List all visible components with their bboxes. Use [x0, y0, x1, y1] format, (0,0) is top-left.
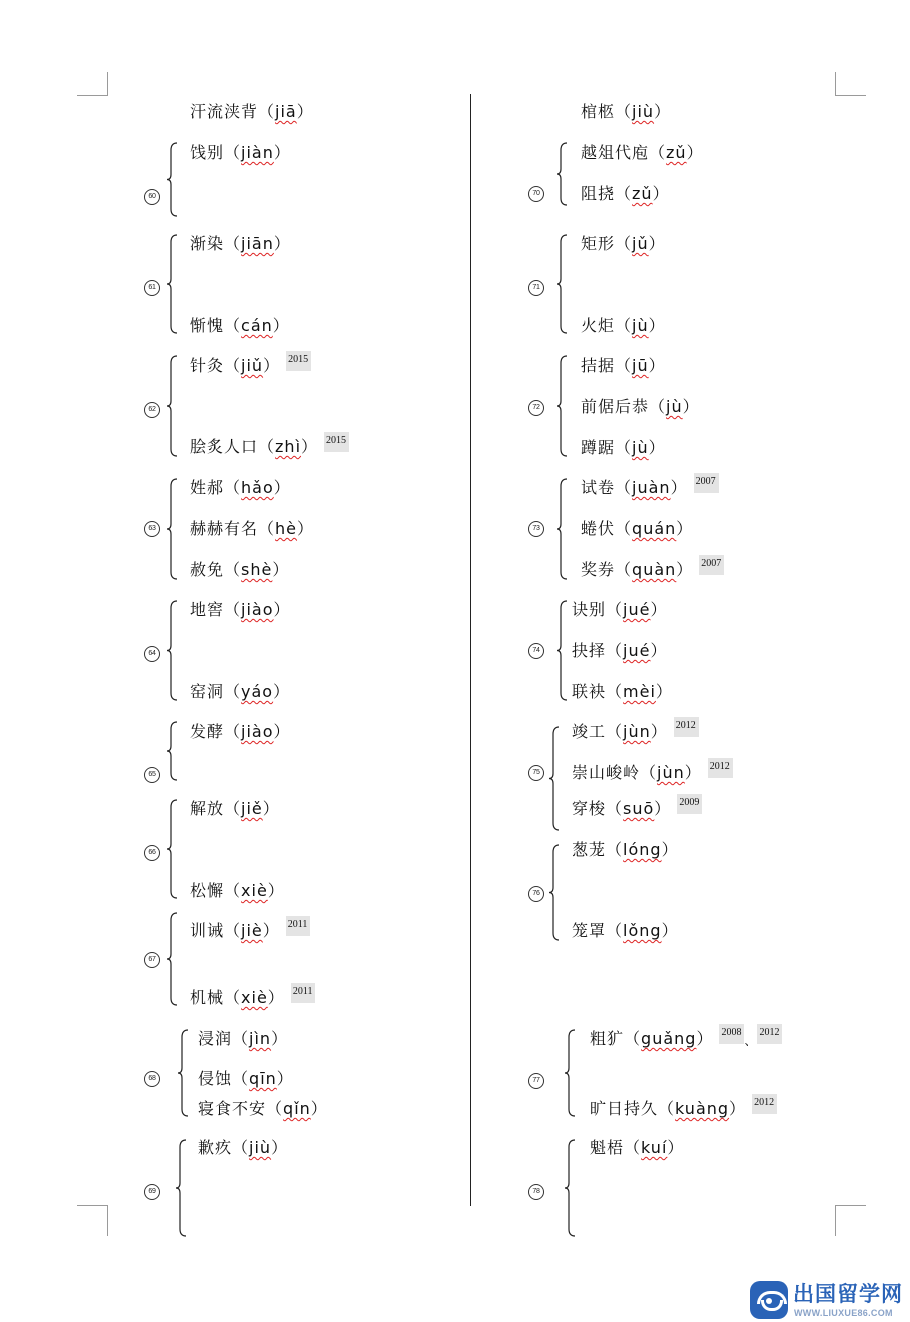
vocab-entry: 矩形（jǔ）: [581, 234, 666, 253]
entry-pinyin: cán: [241, 316, 273, 335]
vocab-entry: 寝食不安（qǐn）: [198, 1099, 328, 1118]
year-badge: 2011: [286, 916, 311, 936]
group-brace: [564, 1029, 578, 1117]
vocab-entry: 姓郝（hǎo）: [190, 478, 291, 497]
group-brace: [556, 142, 570, 206]
vocab-entry: 脍炙人口（zhì） 2015: [190, 436, 349, 458]
vocab-entry: 棺柩（jiù）: [581, 102, 672, 121]
entry-word: 赦免: [190, 560, 225, 579]
vocab-entry: 赫赫有名（hè）: [190, 519, 315, 538]
group-number-badge: 74: [528, 643, 544, 659]
vocab-entry: 赦免（shè）: [190, 560, 290, 579]
group-number-badge: 71: [528, 280, 544, 296]
group-brace: [166, 721, 180, 781]
vocab-entry: 魁梧（kuí）: [590, 1138, 685, 1157]
crop-mark-top-left: [77, 72, 108, 96]
vocab-entry: 饯别（jiàn）: [190, 143, 291, 162]
entry-pinyin: lóng: [623, 840, 662, 859]
entry-pinyin: jùn: [623, 722, 651, 741]
group-brace: [166, 799, 180, 899]
vocab-entry: 歉疚（jiù）: [198, 1138, 289, 1157]
entry-pinyin: jiù: [632, 102, 655, 121]
entry-pinyin: jùn: [657, 763, 685, 782]
crop-mark-bottom-left: [77, 1205, 108, 1236]
entry-pinyin: jù: [666, 397, 683, 416]
group-number-badge: 62: [144, 402, 160, 418]
vocab-entry: 阻挠（zǔ）: [581, 184, 670, 203]
group-brace: [166, 912, 180, 1006]
entry-word: 前倨后恭: [581, 397, 650, 416]
group-brace: [556, 478, 570, 580]
crop-mark-top-right: [835, 72, 866, 96]
entry-pinyin: jiā: [275, 102, 297, 121]
entry-word: 歉疚: [198, 1138, 233, 1157]
entry-word: 寝食不安: [198, 1099, 267, 1118]
year-badge: 2012: [674, 717, 699, 737]
watermark-name: 出国留学网: [793, 1282, 903, 1306]
entry-word: 抉择: [572, 641, 607, 660]
entry-pinyin: xiè: [241, 881, 268, 900]
group-number-badge: 64: [144, 646, 160, 662]
vocab-entry: 浸润（jìn）: [198, 1029, 289, 1048]
entry-word: 惭愧: [190, 316, 225, 335]
vocab-entry: 汗流浃背（jiā）: [190, 102, 314, 121]
year-badge: 2012: [752, 1094, 777, 1114]
entry-pinyin: xiè: [241, 988, 268, 1007]
group-number-badge: 72: [528, 400, 544, 416]
entry-word: 试卷: [581, 478, 616, 497]
group-brace: [166, 355, 180, 457]
entry-pinyin: jiàn: [241, 143, 274, 162]
entry-word: 粗犷: [590, 1029, 625, 1048]
entry-word: 拮据: [581, 356, 616, 375]
entry-pinyin: jiān: [241, 234, 274, 253]
entry-pinyin: zǔ: [632, 184, 653, 203]
group-number-badge: 68: [144, 1071, 160, 1087]
vocab-entry: 发酵（jiào）: [190, 722, 291, 741]
group-brace: [166, 478, 180, 580]
entry-word: 赫赫有名: [190, 519, 259, 538]
entry-word: 越俎代庖: [581, 143, 650, 162]
vocab-entry: 前倨后恭（jù）: [581, 397, 700, 416]
entry-word: 解放: [190, 799, 225, 818]
entry-word: 竣工: [572, 722, 607, 741]
entry-pinyin: mèi: [623, 682, 656, 701]
entry-pinyin: jǔ: [632, 234, 649, 253]
entry-pinyin: jiào: [241, 722, 274, 741]
group-brace: [175, 1139, 189, 1237]
year-badge: 2007: [699, 555, 724, 575]
vocab-entry: 旷日持久（kuàng） 2012: [590, 1098, 777, 1120]
entry-word: 葱茏: [572, 840, 607, 859]
entry-word: 联袂: [572, 682, 607, 701]
column-divider: [470, 94, 471, 1206]
year-badge: 2012: [757, 1024, 782, 1044]
vocab-entry: 崇山峻岭（jùn） 2012: [572, 762, 733, 784]
vocab-entry: 蹲踞（jù）: [581, 438, 666, 457]
entry-word: 旷日持久: [590, 1099, 659, 1118]
entry-word: 棺柩: [581, 102, 616, 121]
group-number-badge: 73: [528, 521, 544, 537]
entry-pinyin: qǐn: [283, 1099, 311, 1118]
vocab-entry: 机械（xiè） 2011: [190, 987, 315, 1009]
entry-pinyin: lǒng: [623, 921, 662, 940]
vocab-entry: 蜷伏（quán）: [581, 519, 694, 538]
vocab-entry: 试卷（juàn） 2007: [581, 477, 719, 499]
year-separator: 、: [744, 1034, 758, 1048]
vocab-entry: 竣工（jùn） 2012: [572, 721, 699, 743]
entry-word: 穿梭: [572, 799, 607, 818]
vocab-entry: 拮据（jū）: [581, 356, 666, 375]
entry-word: 蜷伏: [581, 519, 616, 538]
entry-pinyin: jù: [632, 316, 649, 335]
year-badge: 2015: [286, 351, 311, 371]
vocab-entry: 渐染（jiān）: [190, 234, 291, 253]
entry-pinyin: kuí: [641, 1138, 668, 1157]
vocab-entry: 诀别（jué）: [572, 600, 668, 619]
vocab-entry: 抉择（jué）: [572, 641, 668, 660]
entry-pinyin: jiào: [241, 600, 274, 619]
group-number-badge: 67: [144, 952, 160, 968]
entry-word: 阻挠: [581, 184, 616, 203]
crop-mark-bottom-right: [835, 1205, 866, 1236]
vocab-entry: 解放（jiě）: [190, 799, 280, 818]
entry-word: 渐染: [190, 234, 225, 253]
entry-pinyin: jiè: [241, 921, 263, 940]
vocab-entry: 地窖（jiào）: [190, 600, 291, 619]
entry-word: 崇山峻岭: [572, 763, 641, 782]
group-brace: [556, 234, 570, 334]
entry-word: 松懈: [190, 881, 225, 900]
vocab-entry: 越俎代庖（zǔ）: [581, 143, 704, 162]
entry-word: 机械: [190, 988, 225, 1007]
vocab-entry: 粗犷（guǎng） 2008、2012: [590, 1028, 782, 1050]
group-brace: [166, 600, 180, 701]
year-badge: 2007: [694, 473, 719, 493]
group-brace: [177, 1029, 191, 1117]
group-number-badge: 63: [144, 521, 160, 537]
year-badge: 2011: [291, 983, 316, 1003]
year-badge: 2012: [708, 758, 733, 778]
entry-pinyin: kuàng: [675, 1099, 730, 1118]
vocab-entry: 窑洞（yáo）: [190, 682, 291, 701]
entry-word: 针灸: [190, 356, 225, 375]
entry-pinyin: jū: [632, 356, 649, 375]
entry-pinyin: juàn: [632, 478, 671, 497]
group-brace: [556, 600, 570, 701]
entry-word: 地窖: [190, 600, 225, 619]
group-number-badge: 78: [528, 1184, 544, 1200]
group-number-badge: 69: [144, 1184, 160, 1200]
entry-word: 奖券: [581, 560, 616, 579]
entry-pinyin: jué: [623, 600, 651, 619]
entry-pinyin: jiě: [241, 799, 263, 818]
entry-word: 训诫: [190, 921, 225, 940]
entry-word: 姓郝: [190, 478, 225, 497]
entry-pinyin: guǎng: [641, 1029, 697, 1048]
entry-pinyin: jiù: [249, 1138, 272, 1157]
watermark-url: WWW.LIUXUE86.COM: [794, 1308, 893, 1318]
entry-pinyin: zhì: [275, 437, 302, 456]
vocab-entry: 奖券（quàn） 2007: [581, 559, 724, 581]
year-badge: 2015: [324, 432, 349, 452]
entry-word: 魁梧: [590, 1138, 625, 1157]
group-brace: [166, 234, 180, 334]
globe-logo-icon: [750, 1281, 788, 1319]
vocab-entry: 松懈（xiè）: [190, 881, 285, 900]
entry-pinyin: quán: [632, 519, 677, 538]
entry-word: 发酵: [190, 722, 225, 741]
vocab-entry: 葱茏（lóng）: [572, 840, 679, 859]
entry-word: 窑洞: [190, 682, 225, 701]
group-number-badge: 60: [144, 189, 160, 205]
entry-word: 饯别: [190, 143, 225, 162]
watermark-logo: [750, 1280, 910, 1322]
vocab-entry: 火炬（jù）: [581, 316, 666, 335]
group-brace: [548, 844, 562, 941]
entry-pinyin: yáo: [241, 682, 274, 701]
entry-word: 脍炙人口: [190, 437, 259, 456]
entry-pinyin: jìn: [249, 1029, 272, 1048]
year-badge: 2008: [719, 1024, 744, 1044]
vocab-entry: 侵蚀（qīn）: [198, 1069, 294, 1088]
entry-word: 矩形: [581, 234, 616, 253]
group-number-badge: 75: [528, 765, 544, 781]
year-badge: 2009: [677, 794, 702, 814]
vocab-entry: 针灸（jiǔ） 2015: [190, 355, 311, 377]
entry-pinyin: hǎo: [241, 478, 274, 497]
vocab-entry: 穿梭（suō） 2009: [572, 798, 702, 820]
entry-pinyin: hè: [275, 519, 298, 538]
entry-word: 汗流浃背: [190, 102, 259, 121]
group-brace: [548, 726, 562, 831]
group-number-badge: 76: [528, 886, 544, 902]
group-brace: [564, 1139, 578, 1237]
group-number-badge: 70: [528, 186, 544, 202]
entry-pinyin: qīn: [249, 1069, 277, 1088]
entry-word: 诀别: [572, 600, 607, 619]
group-number-badge: 77: [528, 1073, 544, 1089]
group-number-badge: 65: [144, 767, 160, 783]
group-brace: [556, 355, 570, 457]
entry-word: 蹲踞: [581, 438, 616, 457]
entry-pinyin: jù: [632, 438, 649, 457]
entry-word: 侵蚀: [198, 1069, 233, 1088]
vocab-entry: 笼罩（lǒng）: [572, 921, 679, 940]
vocab-entry: 训诫（jiè） 2011: [190, 920, 310, 942]
entry-word: 笼罩: [572, 921, 607, 940]
entry-word: 浸润: [198, 1029, 233, 1048]
group-number-badge: 66: [144, 845, 160, 861]
entry-pinyin: jué: [623, 641, 651, 660]
entry-pinyin: zǔ: [666, 143, 687, 162]
entry-pinyin: quàn: [632, 560, 677, 579]
group-brace: [166, 142, 180, 217]
entry-pinyin: suō: [623, 799, 655, 818]
entry-pinyin: jiǔ: [241, 356, 264, 375]
vocab-entry: 惭愧（cán）: [190, 316, 290, 335]
vocab-entry: 联袂（mèi）: [572, 682, 673, 701]
entry-word: 火炬: [581, 316, 616, 335]
group-number-badge: 61: [144, 280, 160, 296]
entry-pinyin: shè: [241, 560, 273, 579]
